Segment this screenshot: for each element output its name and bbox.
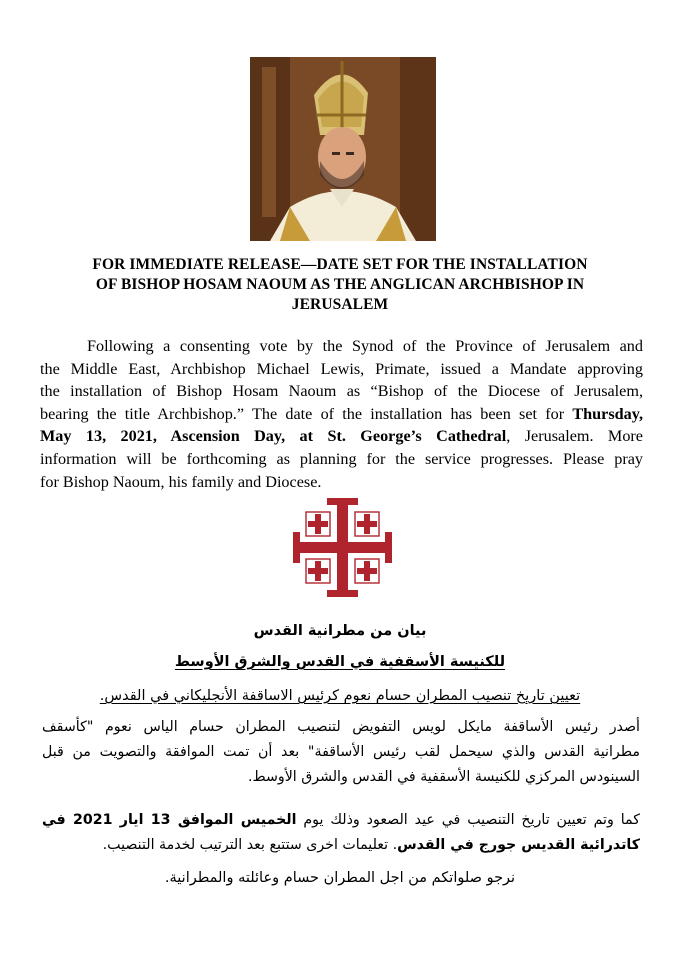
english-line-4 [40, 403, 643, 426]
title-line-2: OF BISHOP HOSAM NAOUM AS THE ANGLICAN ARCHBISHOP IN [95, 276, 585, 293]
arabic-prayer-request: نرجو صلواتكم من اجل المطران حسام وعائلته والمطرانية. [164, 870, 516, 886]
english-announcement-paragraph [40, 335, 643, 493]
arabic-p2-line-1-text: كما وتم تعيين تاريخ التنصيب في عيد الصعود وذلك يوم [296, 812, 640, 828]
english-line-4-text: bearing the title Archbishop.” The date of the installation has been set for [40, 404, 573, 423]
arabic-subject-line: تعيين تاريخ تنصيب المطران حسام نعوم كرئيس الاساقفة الأنجليكاني في القدس. [99, 688, 581, 704]
english-line-5 [40, 425, 643, 448]
arabic-heading-church: للكنيسة الأسقفية في القدس والشرق الأوسط [174, 654, 506, 670]
arabic-p2-line-1 [42, 808, 640, 833]
english-line-3: the installation of Bishop Hosam Naoum as “Bishop of the Diocese of Jerusalem, [40, 382, 643, 401]
jerusalem-cross-emblem-icon [291, 496, 394, 599]
arabic-p2-cathedral-bold: كاتدرائية القديس جورج في القدس [397, 837, 640, 853]
arabic-p1-line-1: أصدر رئيس الأساقفة مايكل لويس التفويض لتنصيب المطران حسام الياس نعوم "كأسقف [42, 719, 640, 735]
english-line-2: the Middle East, Archbishop Michael Lewis, Primate, issued a Mandate approving [40, 359, 643, 378]
arabic-paragraph-1 [42, 715, 640, 790]
english-line-1: Following a consenting vote by the Synod of the Province of Jerusalem and [87, 337, 643, 355]
english-line-5-text: , Jerusalem. More [506, 427, 643, 446]
english-line-4-date-bold: Thursday, [572, 404, 643, 423]
bishop-photo [250, 57, 436, 241]
press-release-title [40, 255, 640, 315]
english-line-5-date-bold: May 13, 2021, Ascension Day, at St. George’s Cathedral [40, 427, 507, 446]
title-line-1: FOR IMMEDIATE RELEASE—DATE SET FOR THE INSTALLATION [92, 256, 588, 273]
arabic-p2-date-bold: الخميس الموافق 13 ايار 2021 في [42, 812, 297, 828]
english-line-7: for Bishop Naoum, his family and Diocese. [40, 472, 322, 491]
arabic-paragraph-2 [42, 808, 640, 858]
arabic-p2-line-2 [42, 833, 640, 858]
title-line-3: JERUSALEM [291, 296, 389, 313]
english-line-6: information will be forthcoming as planning for the service progresses. Please pray [40, 449, 643, 468]
arabic-p2-line-2-text: . تعليمات اخرى ستتبع بعد الترتيب لخدمة التنصيب. [102, 837, 398, 853]
bishop-portrait-illustration [250, 57, 436, 241]
arabic-p1-line-3: السينودس المركزي للكنيسة الأسقفية في القدس والشرق الأوسط. [247, 769, 640, 785]
arabic-heading-diocese: بيان من مطرانية القدس [253, 623, 427, 639]
arabic-p1-line-2: مطرانية القدس والذي سيحمل لقب رئيس الأساقفة" بعد أن تمت الموافقة والتصويت من قبل [42, 744, 640, 760]
